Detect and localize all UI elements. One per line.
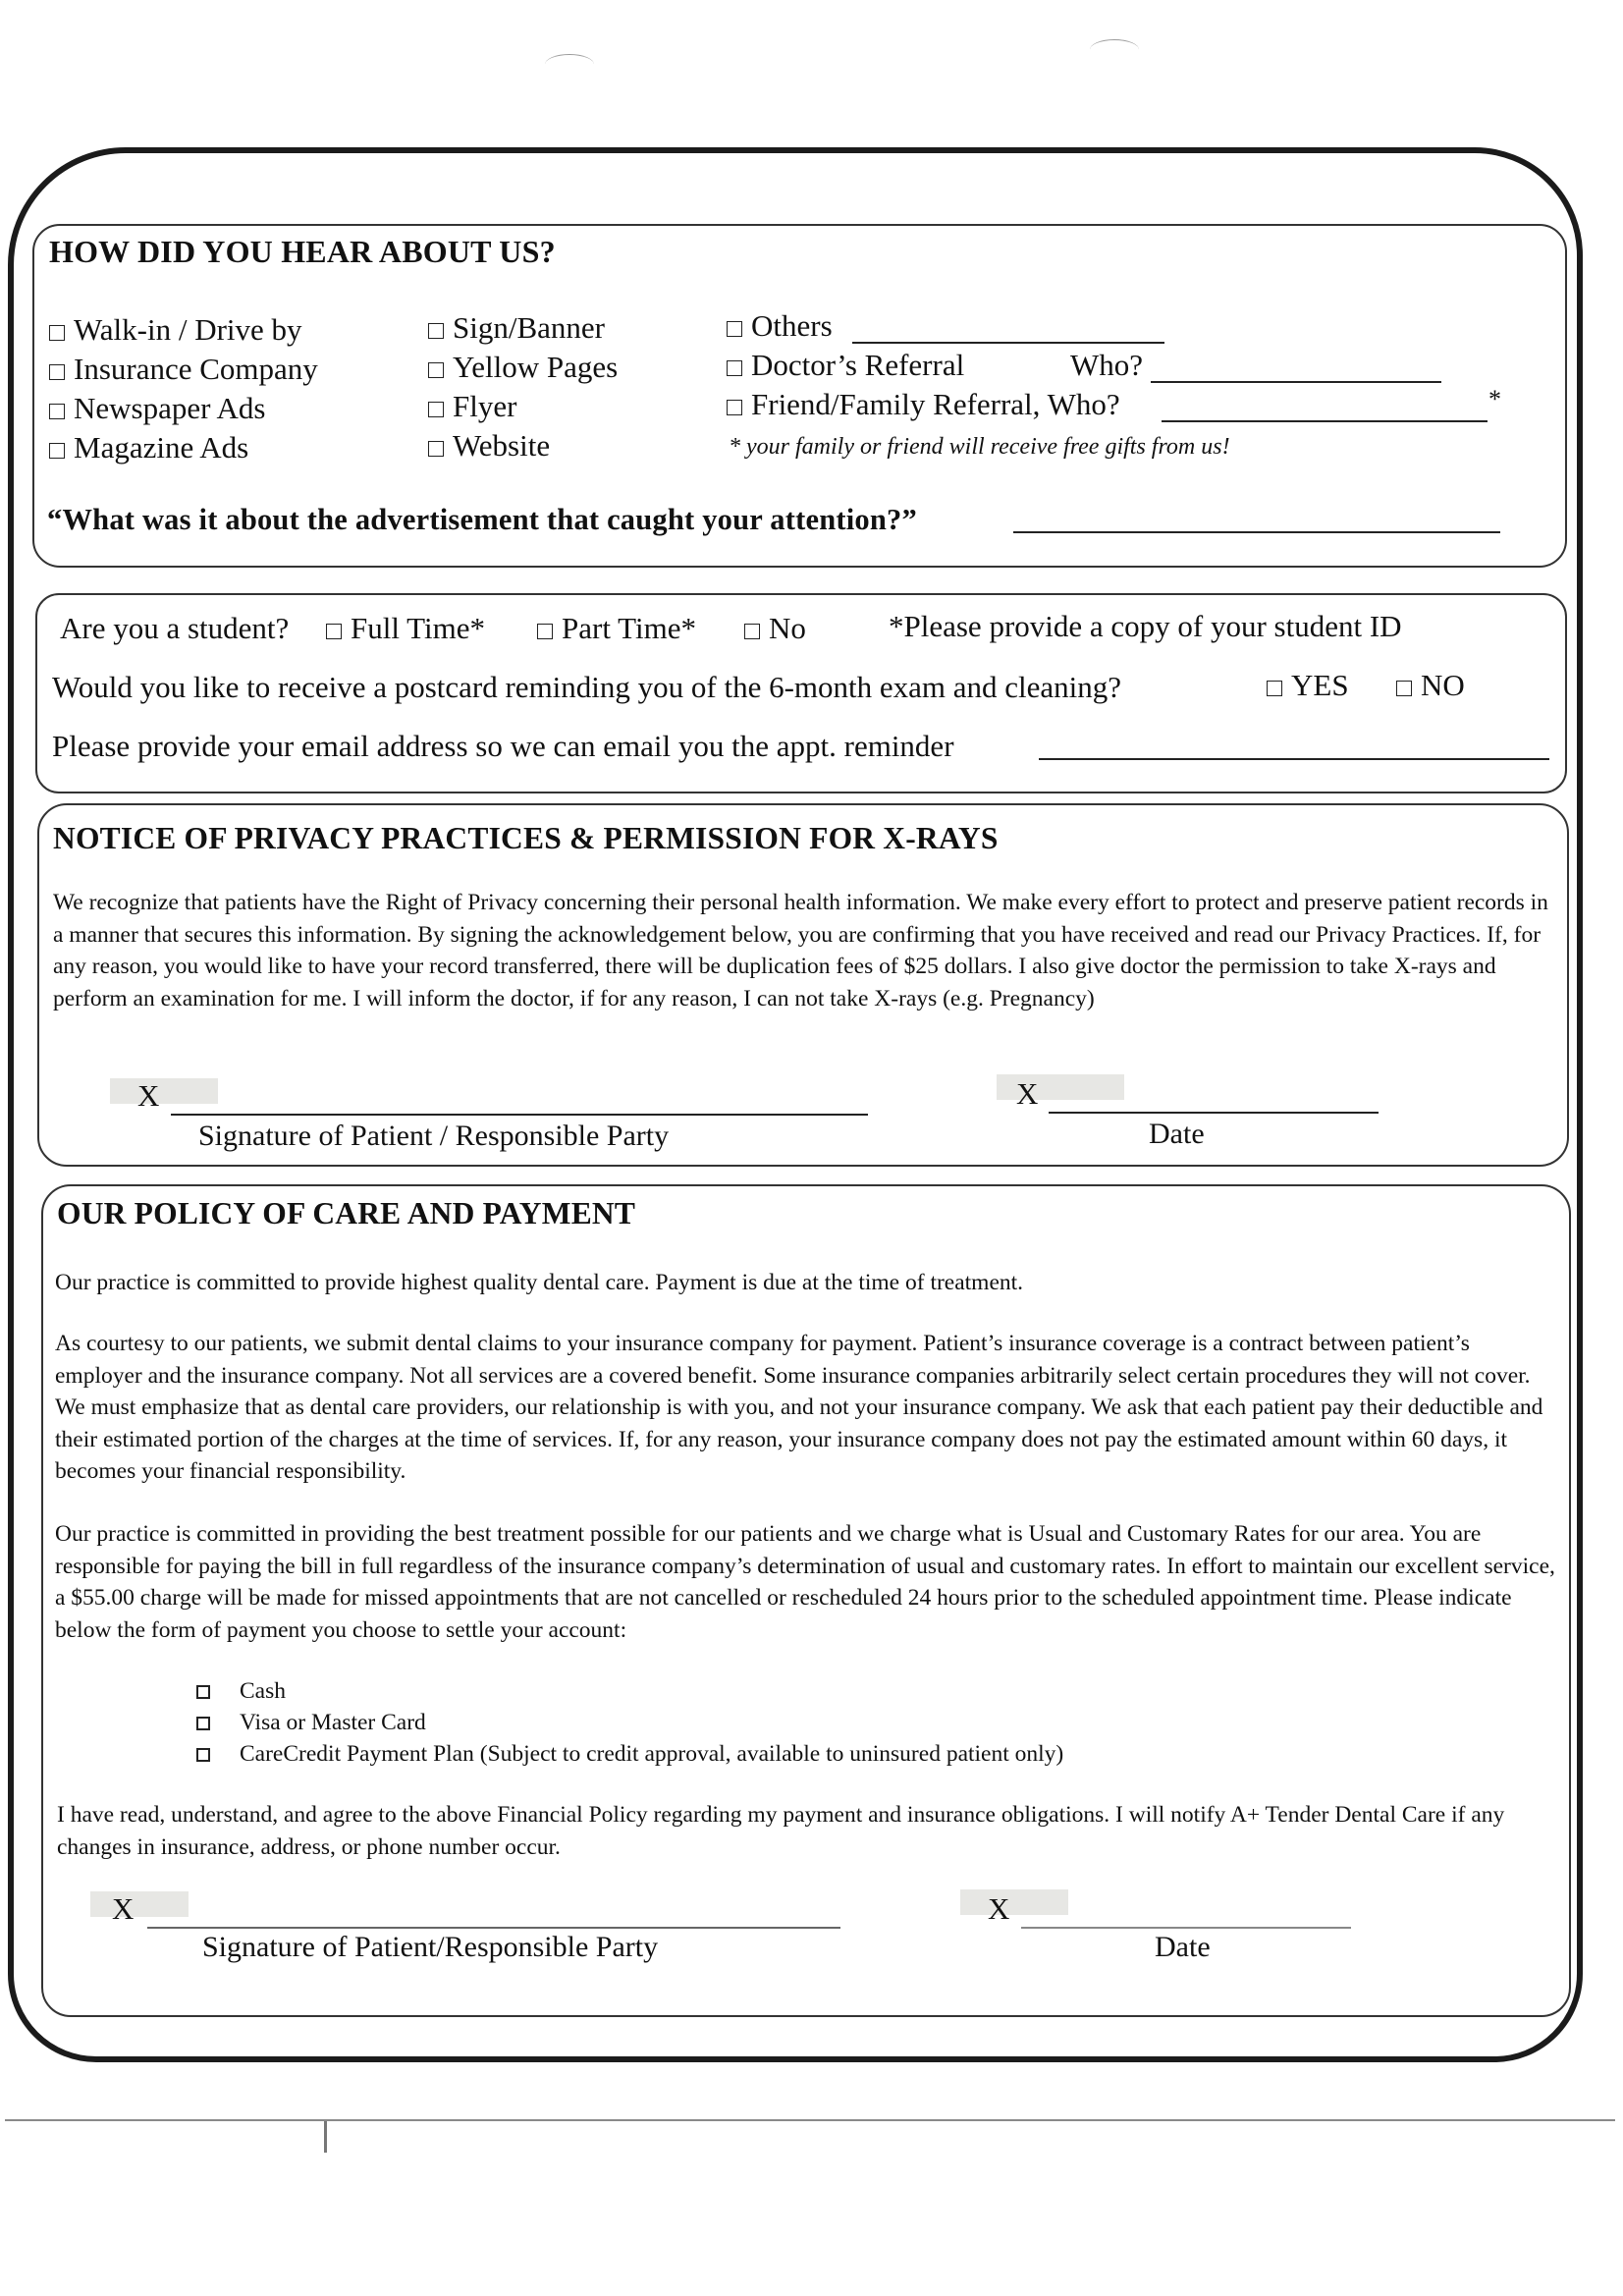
payment-option-cash[interactable]	[196, 1675, 286, 1708]
postcard-question: Would you like to receive a postcard reminding you of the 6-month exam and cleaning?	[52, 670, 1122, 704]
email-input-line[interactable]	[1039, 758, 1549, 760]
option-yellow-pages[interactable]	[428, 350, 618, 385]
option-label: Visa or Master Card	[240, 1710, 426, 1735]
payment-option-card[interactable]	[196, 1707, 426, 1739]
option-insurance-company[interactable]	[49, 352, 318, 387]
option-postcard-yes[interactable]	[1267, 668, 1349, 703]
privacy-date-x: X	[1016, 1076, 1039, 1111]
checkbox-icon[interactable]	[537, 624, 553, 639]
option-label: YES	[1291, 668, 1349, 702]
option-full-time[interactable]	[326, 611, 485, 646]
scan-mark	[1090, 39, 1139, 60]
option-label: Yellow Pages	[453, 350, 619, 384]
policy-date-label: Date	[1155, 1931, 1211, 1963]
checkbox-icon[interactable]	[727, 360, 742, 376]
option-label: Doctor’s Referral	[751, 348, 965, 382]
privacy-signature-line[interactable]	[171, 1114, 868, 1116]
policy-paragraph-1: Our practice is committed to provide highest quality dental care. Payment is due at the time of treatment.	[55, 1270, 1024, 1295]
scan-tape	[110, 1078, 218, 1104]
privacy-date-line[interactable]	[1049, 1112, 1379, 1114]
checkbox-icon[interactable]	[49, 404, 65, 419]
option-part-time[interactable]	[537, 611, 696, 646]
checkbox-icon[interactable]	[428, 323, 444, 339]
option-flyer[interactable]	[428, 389, 516, 424]
policy-sign-x: X	[112, 1891, 135, 1926]
policy-date-x: X	[988, 1891, 1010, 1926]
hear-section-title: HOW DID YOU HEAR ABOUT US?	[49, 234, 556, 269]
option-doctor-referral[interactable]	[727, 348, 964, 383]
email-question: Please provide your email address so we can email you the appt. reminder	[52, 729, 954, 763]
advertisement-answer-line[interactable]	[1013, 531, 1500, 533]
gift-note: * your family or friend will receive free gifts from us!	[729, 434, 1230, 460]
scan-tape	[960, 1889, 1068, 1915]
doctor-who-input-line[interactable]	[1151, 381, 1441, 383]
privacy-signature-label: Signature of Patient / Responsible Party	[198, 1120, 670, 1152]
policy-agreement: I have read, understand, and agree to the above Financial Policy regarding my payment and insurance obligations. I will notify A+ Tender Dental Care if any changes in insurance, address, or phone number occur.	[57, 1802, 1505, 1860]
checkbox-icon[interactable]	[1396, 681, 1412, 696]
policy-paragraph-2: As courtesy to our patients, we submit dental claims to your insurance company for payment. Patient’s insurance coverage is a contract between patient’s employer and the insurance company. Not all services are a covered benefit. Some insurance companies arbitrarily select certain procedures they will not cover. We must emphasize that as dental care providers, our relationship is with you, and not your insurance company. We ask that each patient pay their deductible and their estimated portion of the charges at the time of services. If, for any reason, your insurance company does not pay the estimated amount within 60 days, it becomes your financial responsibility.	[55, 1331, 1543, 1484]
option-label: Sign/Banner	[453, 310, 605, 345]
privacy-title: NOTICE OF PRIVACY PRACTICES & PERMISSION FOR X-RAYS	[53, 821, 999, 855]
policy-date-line[interactable]	[1021, 1927, 1351, 1929]
policy-signature-label: Signature of Patient/Responsible Party	[202, 1931, 659, 1963]
privacy-date-label: Date	[1149, 1118, 1205, 1150]
option-label: Friend/Family Referral, Who?	[751, 387, 1120, 421]
others-input-line[interactable]	[852, 342, 1164, 344]
option-label: Flyer	[453, 389, 517, 423]
option-postcard-no[interactable]	[1396, 668, 1465, 703]
option-magazine-ads[interactable]	[49, 430, 248, 465]
scan-tape	[90, 1891, 189, 1917]
option-no-student[interactable]	[744, 611, 806, 646]
option-label: Others	[751, 308, 833, 343]
policy-paragraph-3: Our practice is committed in providing the best treatment possible for our patients and we charge what is Usual and Customary Rates for our area. You are responsible for paying the bill in full regardless of the insurance company’s determination of usual and customary rates. In effort to maintain our excellent service, a $55.00 charge will be made for missed appointments that are not cancelled or rescheduled 24 hours prior to the scheduled appointment time. Please indicate below the form of payment you choose to settle your account:	[55, 1521, 1555, 1643]
checkbox-icon[interactable]	[1267, 681, 1282, 696]
checkbox-icon[interactable]	[428, 362, 444, 378]
option-sign-banner[interactable]	[428, 310, 605, 346]
checkbox-icon[interactable]	[196, 1748, 210, 1762]
option-website[interactable]	[428, 428, 550, 464]
option-label: Magazine Ads	[74, 430, 249, 465]
student-id-note: *Please provide a copy of your student ID	[889, 609, 1402, 643]
privacy-body: We recognize that patients have the Right of Privacy concerning their personal health information. We make every effort to protect and preserve patient records in a manner that secures this information. By signing the acknowledgement below, you are confirming that you have received and read our Privacy Practices. If, for any reason, you would like to have your record transferred, there will be duplication fees of $25 dollars. I also give doctor the permission to take X-rays and perform an examination for me. I will inform the doctor, if for any reason, I can not take X-rays (e.g. Pregnancy)	[53, 890, 1548, 1011]
advertisement-question: “What was it about the advertisement that caught your attention?”	[47, 503, 917, 536]
option-walk-in[interactable]	[49, 312, 302, 348]
policy-signature-line[interactable]	[147, 1927, 840, 1929]
checkbox-icon[interactable]	[49, 443, 65, 459]
checkbox-icon[interactable]	[727, 400, 742, 415]
payment-option-carecredit[interactable]	[196, 1738, 1063, 1771]
bottom-edge-line	[5, 2119, 1615, 2121]
checkbox-icon[interactable]	[326, 624, 342, 639]
option-label: CareCredit Payment Plan (Subject to credit approval, available to uninsured patient only)	[240, 1741, 1064, 1767]
checkbox-icon[interactable]	[727, 321, 742, 337]
policy-title: OUR POLICY OF CARE AND PAYMENT	[57, 1196, 636, 1230]
option-label: Walk-in / Drive by	[74, 312, 302, 347]
checkbox-icon[interactable]	[49, 364, 65, 380]
privacy-sign-x: X	[137, 1078, 160, 1113]
checkbox-icon[interactable]	[744, 624, 760, 639]
who-label: Who?	[1070, 348, 1144, 382]
scan-tick	[324, 2121, 327, 2153]
option-label: Newspaper Ads	[74, 391, 266, 425]
checkbox-icon[interactable]	[196, 1685, 210, 1699]
option-label: NO	[1421, 668, 1465, 702]
checkbox-icon[interactable]	[196, 1717, 210, 1730]
checkbox-icon[interactable]	[428, 441, 444, 457]
scan-mark	[545, 54, 594, 75]
option-label: Cash	[240, 1678, 286, 1704]
option-label: Website	[453, 428, 551, 463]
option-label: Part Time*	[562, 611, 696, 645]
option-friend-referral[interactable]	[727, 387, 1120, 422]
option-others[interactable]	[727, 308, 833, 344]
option-label: Insurance Company	[74, 352, 318, 386]
checkbox-icon[interactable]	[49, 325, 65, 341]
friend-who-input-line[interactable]	[1162, 420, 1488, 422]
option-label: Full Time*	[351, 611, 485, 645]
option-label: No	[769, 611, 806, 645]
student-question: Are you a student?	[60, 611, 290, 645]
checkbox-icon[interactable]	[428, 402, 444, 417]
star-note-marker: *	[1488, 385, 1501, 413]
option-newspaper-ads[interactable]	[49, 391, 265, 426]
